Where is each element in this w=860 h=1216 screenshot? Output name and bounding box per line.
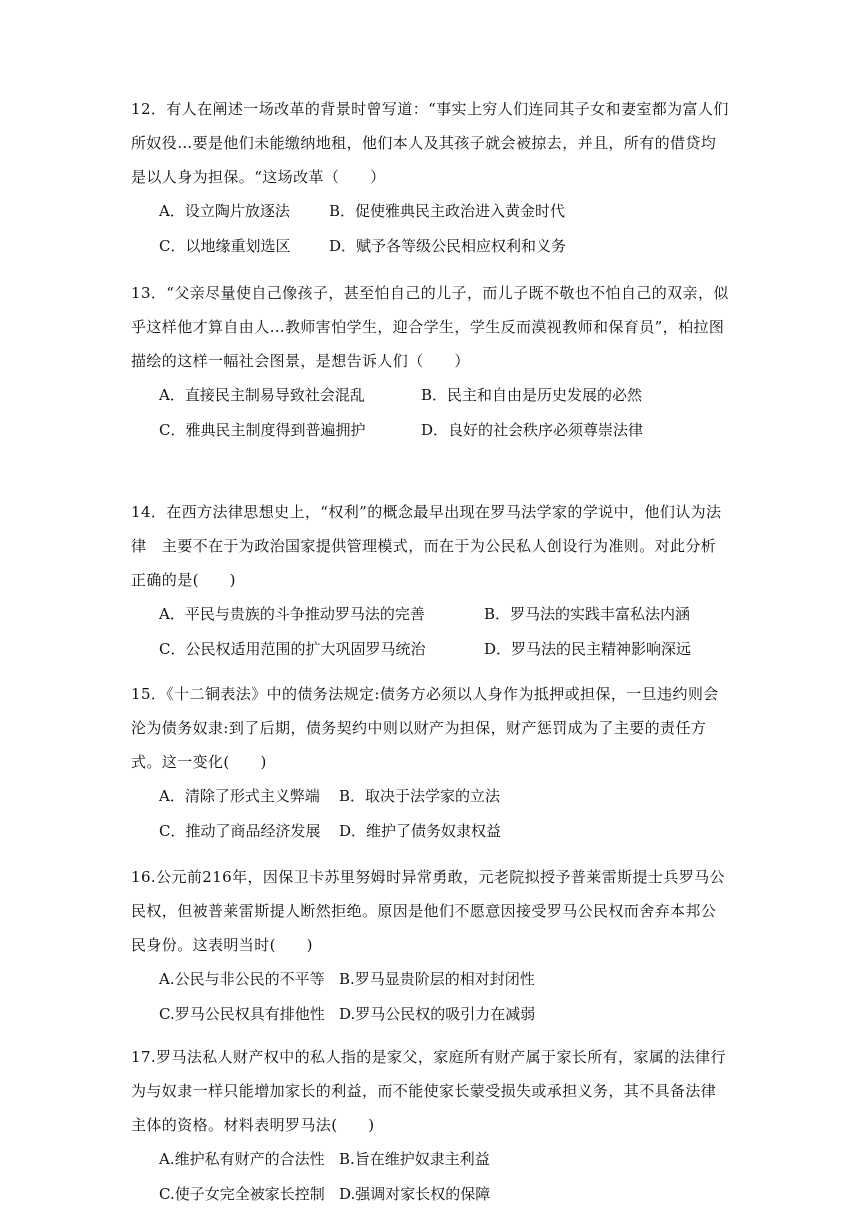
option-d[interactable]: D.罗马公民权的吸引力在减弱	[339, 1005, 536, 1023]
option-a[interactable]: A.维护私有财产的合法性	[159, 1150, 325, 1168]
option-c[interactable]: C．雅典民主制度得到普遍拥护	[159, 421, 366, 439]
options-row	[159, 194, 731, 229]
option-d[interactable]: D.强调对家长权的保障	[339, 1185, 491, 1203]
question-stem: 15．《十二铜表法》中的债务法规定:债务方必须以人身作为抵押或担保，一旦违约则会沦为债务奴隶:到了后期，债务契约中则以财产为担保，财产惩罚成为了主要的责任方式。这一变化( )	[131, 685, 719, 771]
option-a[interactable]: A．平民与贵族的斗争推动罗马法的完善	[159, 605, 425, 623]
option-a[interactable]: A．清除了形式主义弊端	[159, 787, 320, 805]
question-stem: 14．在西方法律思想史上，“权利”的概念最早出现在罗马法学家的学说中，他们认为法律 主要不在于为政治国家提供管理模式，而在于为公民私人创设行为准则。对此分析正确的是( )	[131, 503, 722, 589]
option-a[interactable]: A．设立陶片放逐法	[159, 202, 290, 220]
option-b[interactable]: B.旨在维护奴隶主利益	[339, 1150, 490, 1168]
option-b[interactable]: B．促使雅典民主政治进入黄金时代	[329, 202, 566, 220]
option-a[interactable]: A．直接民主制易导致社会混乱	[159, 386, 365, 404]
options-row	[159, 1142, 731, 1177]
question-17	[131, 1040, 731, 1212]
option-b[interactable]: B．罗马法的实践丰富私法内涵	[484, 605, 691, 623]
options-row	[159, 997, 731, 1032]
question-stem: 16.公元前216年，因保卫卡苏里努姆时异常勇敢，元老院拟授予普莱雷斯提士兵罗马公民权，但被普莱雷斯提人断然拒绝。原因是他们不愿意因接受罗马公民权而舍弃本邦公民身份。这表明当时( )	[131, 868, 725, 954]
option-b[interactable]: B.罗马显贵阶层的相对封闭性	[339, 970, 535, 988]
option-b[interactable]: B．民主和自由是历史发展的必然	[421, 386, 643, 404]
question-16	[131, 860, 731, 1032]
question-14	[131, 495, 731, 667]
options-row	[159, 814, 731, 849]
question-stem: 12．有人在阐述一场改革的背景时曾写道：“事实上穷人们连同其子女和妻室都为富人们所奴役…要是他们未能缴纳地租，他们本人及其孩子就会被掠去，并且，所有的借贷均是以人身为担保。“这场改革（ ）	[131, 100, 729, 186]
question-15	[131, 677, 731, 849]
options-row	[159, 597, 731, 632]
options-row	[159, 962, 731, 997]
option-d[interactable]: D．维护了债务奴隶权益	[339, 822, 502, 840]
options-row	[159, 229, 731, 264]
option-c[interactable]: C.使子女完全被家长控制	[159, 1185, 325, 1203]
options-row	[159, 378, 731, 413]
question-13	[131, 276, 731, 448]
question-stem: 17.罗马法私人财产权中的私人指的是家父，家庭所有财产属于家长所有，家属的法律行为与奴隶一样只能增加家长的利益，而不能使家长蒙受损失或承担义务，其不具备法律主体的资格。材料表明罗马法( )	[131, 1048, 726, 1134]
question-12	[131, 92, 731, 264]
options-row	[159, 1177, 731, 1212]
option-d[interactable]: D．良好的社会秩序必须尊崇法律	[421, 421, 644, 439]
option-c[interactable]: C.罗马公民权具有排他性	[159, 1005, 325, 1023]
option-d[interactable]: D．罗马法的民主精神影响深远	[484, 640, 692, 658]
option-d[interactable]: D．赋予各等级公民相应权利和义务	[329, 237, 567, 255]
option-b[interactable]: B．取决于法学家的立法	[339, 787, 501, 805]
options-row	[159, 779, 731, 814]
option-c[interactable]: C．以地缘重划选区	[159, 237, 291, 255]
option-a[interactable]: A.公民与非公民的不平等	[159, 970, 325, 988]
question-stem: 13．“父亲尽量使自己像孩子，甚至怕自己的儿子，而儿子既不敬也不怕自己的双亲，似乎这样他才算自由人…教师害怕学生，迎合学生，学生反而漠视教师和保育员”，柏拉图描绘的这样一幅社会图景，是想告诉人们（ ）	[131, 284, 729, 370]
option-c[interactable]: C．推动了商品经济发展	[159, 822, 321, 840]
options-row	[159, 413, 731, 448]
options-row	[159, 632, 731, 667]
option-c[interactable]: C．公民权适用范围的扩大巩固罗马统治	[159, 640, 426, 658]
